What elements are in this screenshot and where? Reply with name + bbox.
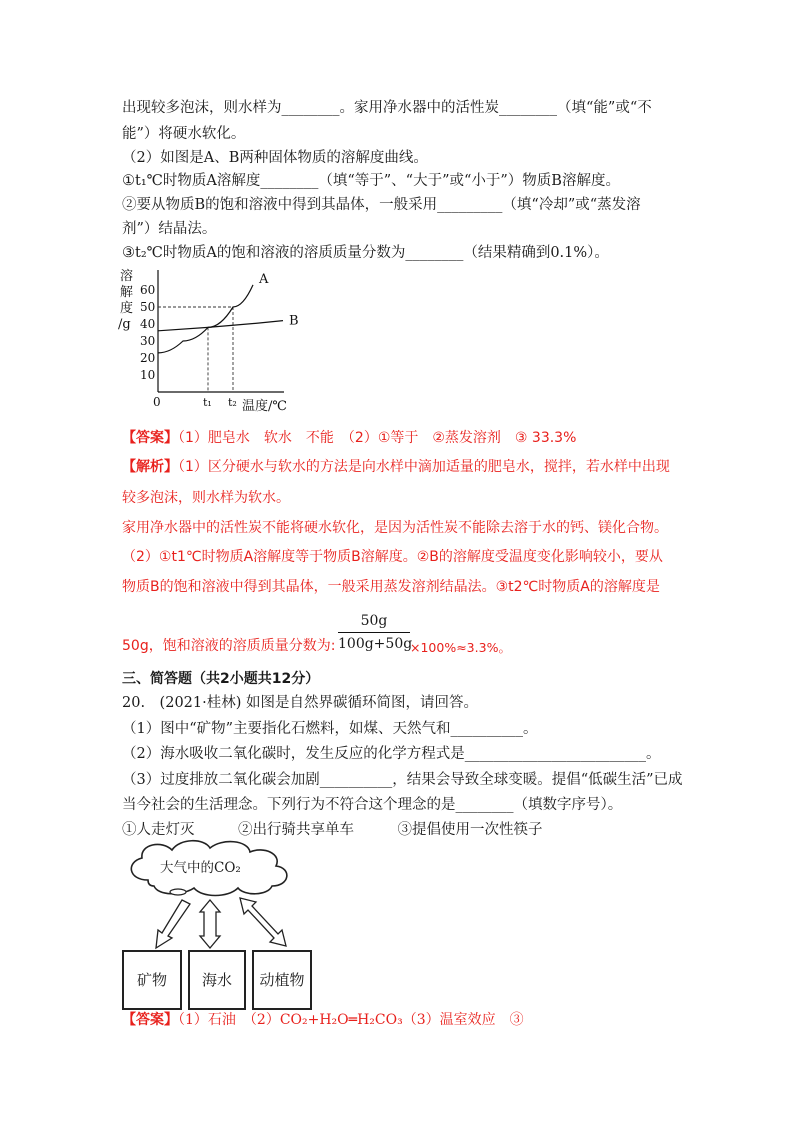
- analysis-tag: 【解析】: [122, 459, 178, 475]
- y-label-char: 解: [120, 285, 134, 300]
- analysis-line-2: 较多泡沫，则水样为软水。: [122, 490, 290, 506]
- box-life: 动植物: [252, 950, 312, 1010]
- y-tick-label: 30: [140, 334, 156, 348]
- box-mineral: 矿物: [122, 950, 182, 1010]
- q20-line-6: ①人走灯灭 ②出行骑共享单车 ③提倡使用一次性筷子: [122, 822, 543, 838]
- arrow-cloud-to-mineral: [156, 900, 190, 948]
- x-ticks: [203, 396, 237, 409]
- fraction-denominator: 100g+50g: [338, 636, 413, 652]
- q19-line-6: 剂”）结晶法。: [122, 221, 217, 237]
- answer-text: （1）石油 （2）CO₂+H₂O═H₂CO₃（3）温室效应 ③: [178, 1012, 524, 1028]
- q19-line-1: 出现较多泡沫，则水样为________。家用净水器中的活性炭________（填“能”或“不: [122, 100, 652, 116]
- answer-tag: 【答案】: [122, 1012, 178, 1028]
- y-label-char: /g: [118, 317, 131, 332]
- series-lines: [158, 272, 299, 353]
- x-axis-label: 温度/℃: [242, 399, 287, 414]
- q19-line-2: 能”）将硬水软化。: [122, 126, 246, 142]
- analysis-line-5: 物质B的饱和溶液中得到其晶体，一般采用蒸发溶剂结晶法。③t2℃时物质A的溶解度是: [122, 579, 660, 595]
- cloud-label: 大气中的CO₂: [160, 860, 241, 876]
- x-tick-label: t₂: [228, 396, 237, 409]
- q20-line-1: 20. (2021·桂林) 如图是自然界碳循环简图，请回答。: [122, 695, 478, 711]
- y-label-char: 度: [120, 301, 134, 316]
- series-label-A: A: [259, 271, 269, 287]
- q20-line-2: （1）图中“矿物”主要指化石燃料，如煤、天然气和__________。: [122, 721, 538, 737]
- guide-lines: [158, 307, 233, 392]
- answer-2: [122, 1010, 524, 1030]
- section-heading: 三、简答题（共2小题共12分）: [122, 671, 320, 687]
- analysis-line-3: 家用净水器中的活性炭不能将硬水软化，是因为活性炭不能除去溶于水的钙、镁化合物。: [122, 520, 668, 536]
- series-line-A: [158, 285, 253, 353]
- fraction-bar: [338, 632, 410, 633]
- q19-line-3: （2）如图是A、B两种固体物质的溶解度曲线。: [122, 150, 428, 166]
- arrow-cloud-life: [240, 898, 286, 946]
- answer-text: （1）肥皂水 软水 不能 （2）①等于 ②蒸发溶剂 ③ 33.3%: [178, 430, 577, 446]
- origin-label: 0: [153, 395, 161, 409]
- q20-line-4: （3）过度排放二氧化碳会加剧__________，结果会导致全球变暖。提倡“低碳生活”已成: [122, 772, 683, 788]
- y-tick-label: 10: [140, 368, 156, 382]
- y-axis-label: [118, 268, 133, 332]
- y-ticks: [140, 283, 155, 382]
- y-tick-label: 20: [140, 351, 156, 365]
- solubility-chart: [118, 266, 318, 416]
- q20-line-5: 当今社会的生活理念。下列行为不符合这个理念的是________（填数字序号）。: [122, 797, 623, 813]
- x-tick-label: t₁: [203, 396, 212, 409]
- answer-1: [122, 428, 576, 448]
- series-label-B: B: [289, 313, 299, 329]
- q19-line-4: ①t₁℃时物质A溶解度________（填“等于”、“大于”或“小于”）物质B溶解度。: [122, 173, 620, 189]
- y-label-char: 溶: [120, 269, 134, 284]
- fraction-numerator: 50g: [360, 613, 388, 629]
- q19-line-7: ③t₂℃时物质A的饱和溶液的溶质质量分数为________（结果精确到0.1%）。: [122, 245, 609, 261]
- y-tick-label: 40: [140, 317, 156, 331]
- y-tick-label: 60: [140, 283, 156, 297]
- analysis-line-4: （2）①t1℃时物质A溶解度等于物质B溶解度。②B的溶解度受温度变化影响较小，要从: [122, 549, 663, 565]
- box-seawater: 海水: [188, 950, 246, 1010]
- arrow-cloud-sea: [200, 900, 220, 948]
- answer-tag: 【答案】: [122, 430, 178, 446]
- analysis-line-1: 【解析】（1）区分硬水与软水的方法是向水样中滴加适量的肥皂水，搅拌，若水样中出现: [122, 459, 670, 475]
- q19-line-5: ②要从物质B的饱和溶液中得到其晶体，一般采用_________（填“冷却”或“蒸发溶: [122, 197, 641, 213]
- y-tick-label: 50: [140, 300, 156, 314]
- fraction-tail: ×100%≈3.3%。: [410, 640, 511, 655]
- analysis-line-6: 50g，饱和溶液的溶质质量分数为:: [122, 638, 336, 654]
- q20-line-3: （2）海水吸收二氧化碳时，发生反应的化学方程式是_________________________。: [122, 746, 661, 762]
